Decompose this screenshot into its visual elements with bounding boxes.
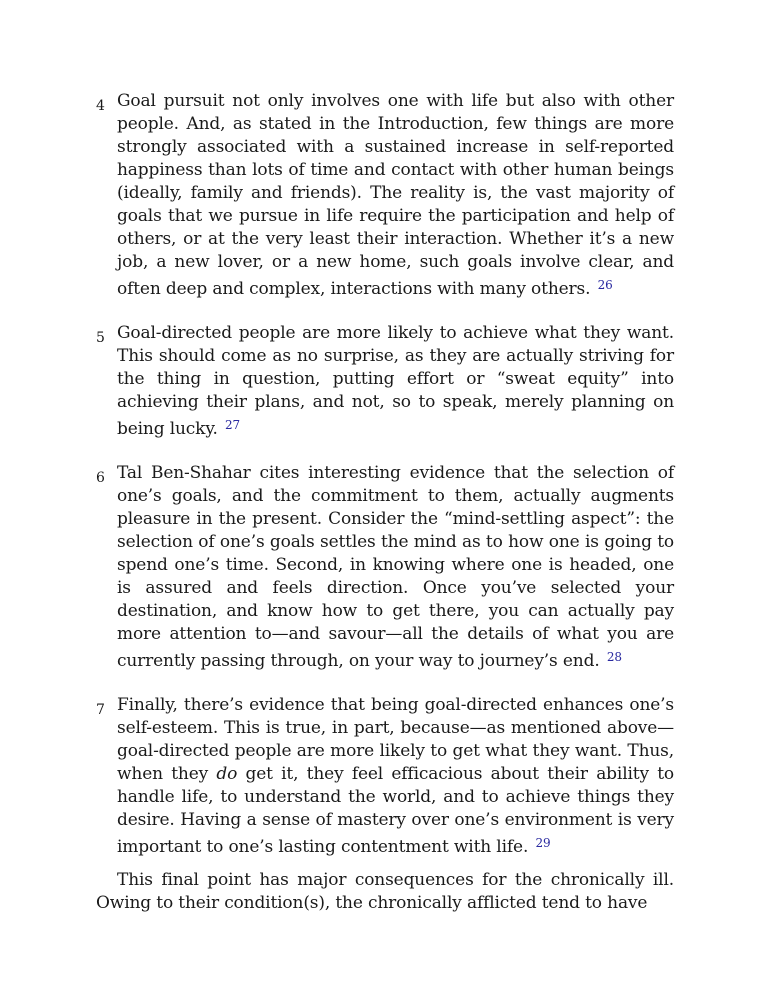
footnote-link[interactable]: 29 <box>535 836 551 850</box>
item-number: 6 <box>96 470 105 486</box>
closing-paragraph: This final point has major consequences for the chronically ill. Owing to their condition(s), the chronically afflicted tend to have <box>96 870 674 913</box>
item-text <box>117 90 674 301</box>
item-number: 4 <box>96 98 105 114</box>
item-number: 5 <box>96 330 105 346</box>
footnote-link[interactable]: 27 <box>225 418 241 432</box>
list-item <box>0 90 772 301</box>
list-item <box>0 694 772 859</box>
text-run: Goal-directed people are more likely to achieve what they want. This should come as no surprise, as they are actually striving for the thing in question, putting effort or “sweat equity” into achieving their plans, and not, so to speak, merely planning on being lucky. <box>117 323 674 439</box>
list-item <box>0 322 772 441</box>
text-run: Tal Ben-Shahar cites interesting evidence that the selection of one’s goals, and the commitment to them, actually augments pleasure in the present. Consider the “mind-settling aspect”: the selection of one’s goals settles the mind as to how one is going to spend one’s time. Second, in knowing where one is headed, one is assured and feels direction. Once you’ve selected your destination, and know how to get there, you can actually pay more attention to—and savour—all the details of what you are currently passing through, on your way to journey’s end. <box>117 463 674 671</box>
text-run: Finally, there’s evidence that being goal-directed enhances one’s self-esteem. This is true, in part, because—as mentioned above—goal-directed people are more likely to get what they want. Thus, when they <box>117 695 674 784</box>
text-run: Goal pursuit not only involves one with life but also with other people. And, as stated in the Introduction, few things are more strongly associated with a sustained increase in self-reported happiness than lots of time and contact with other human beings (ideally, family and friends). The reality is, the vast majority of goals that we pursue in life require the participation and help of others, or at the very least their interaction. Whether it’s a new job, a new lover, or a new home, such goals involve clear, and often deep and complex, interactions with many others. <box>117 91 674 299</box>
emphasis-text: do <box>216 764 238 784</box>
footnote-link[interactable]: 28 <box>606 650 622 664</box>
numbered-list <box>0 90 772 880</box>
list-item <box>0 462 772 673</box>
item-text <box>117 694 674 859</box>
item-text <box>117 322 674 441</box>
footnote-link[interactable]: 26 <box>597 278 613 292</box>
item-number: 7 <box>96 702 105 718</box>
text-run: get it, they feel efficacious about their ability to handle life, to understand the world, and to achieve things they desire. Having a sense of mastery over one’s environment is very important to one’s lasting contentment with life. <box>117 764 674 857</box>
item-text <box>117 462 674 673</box>
